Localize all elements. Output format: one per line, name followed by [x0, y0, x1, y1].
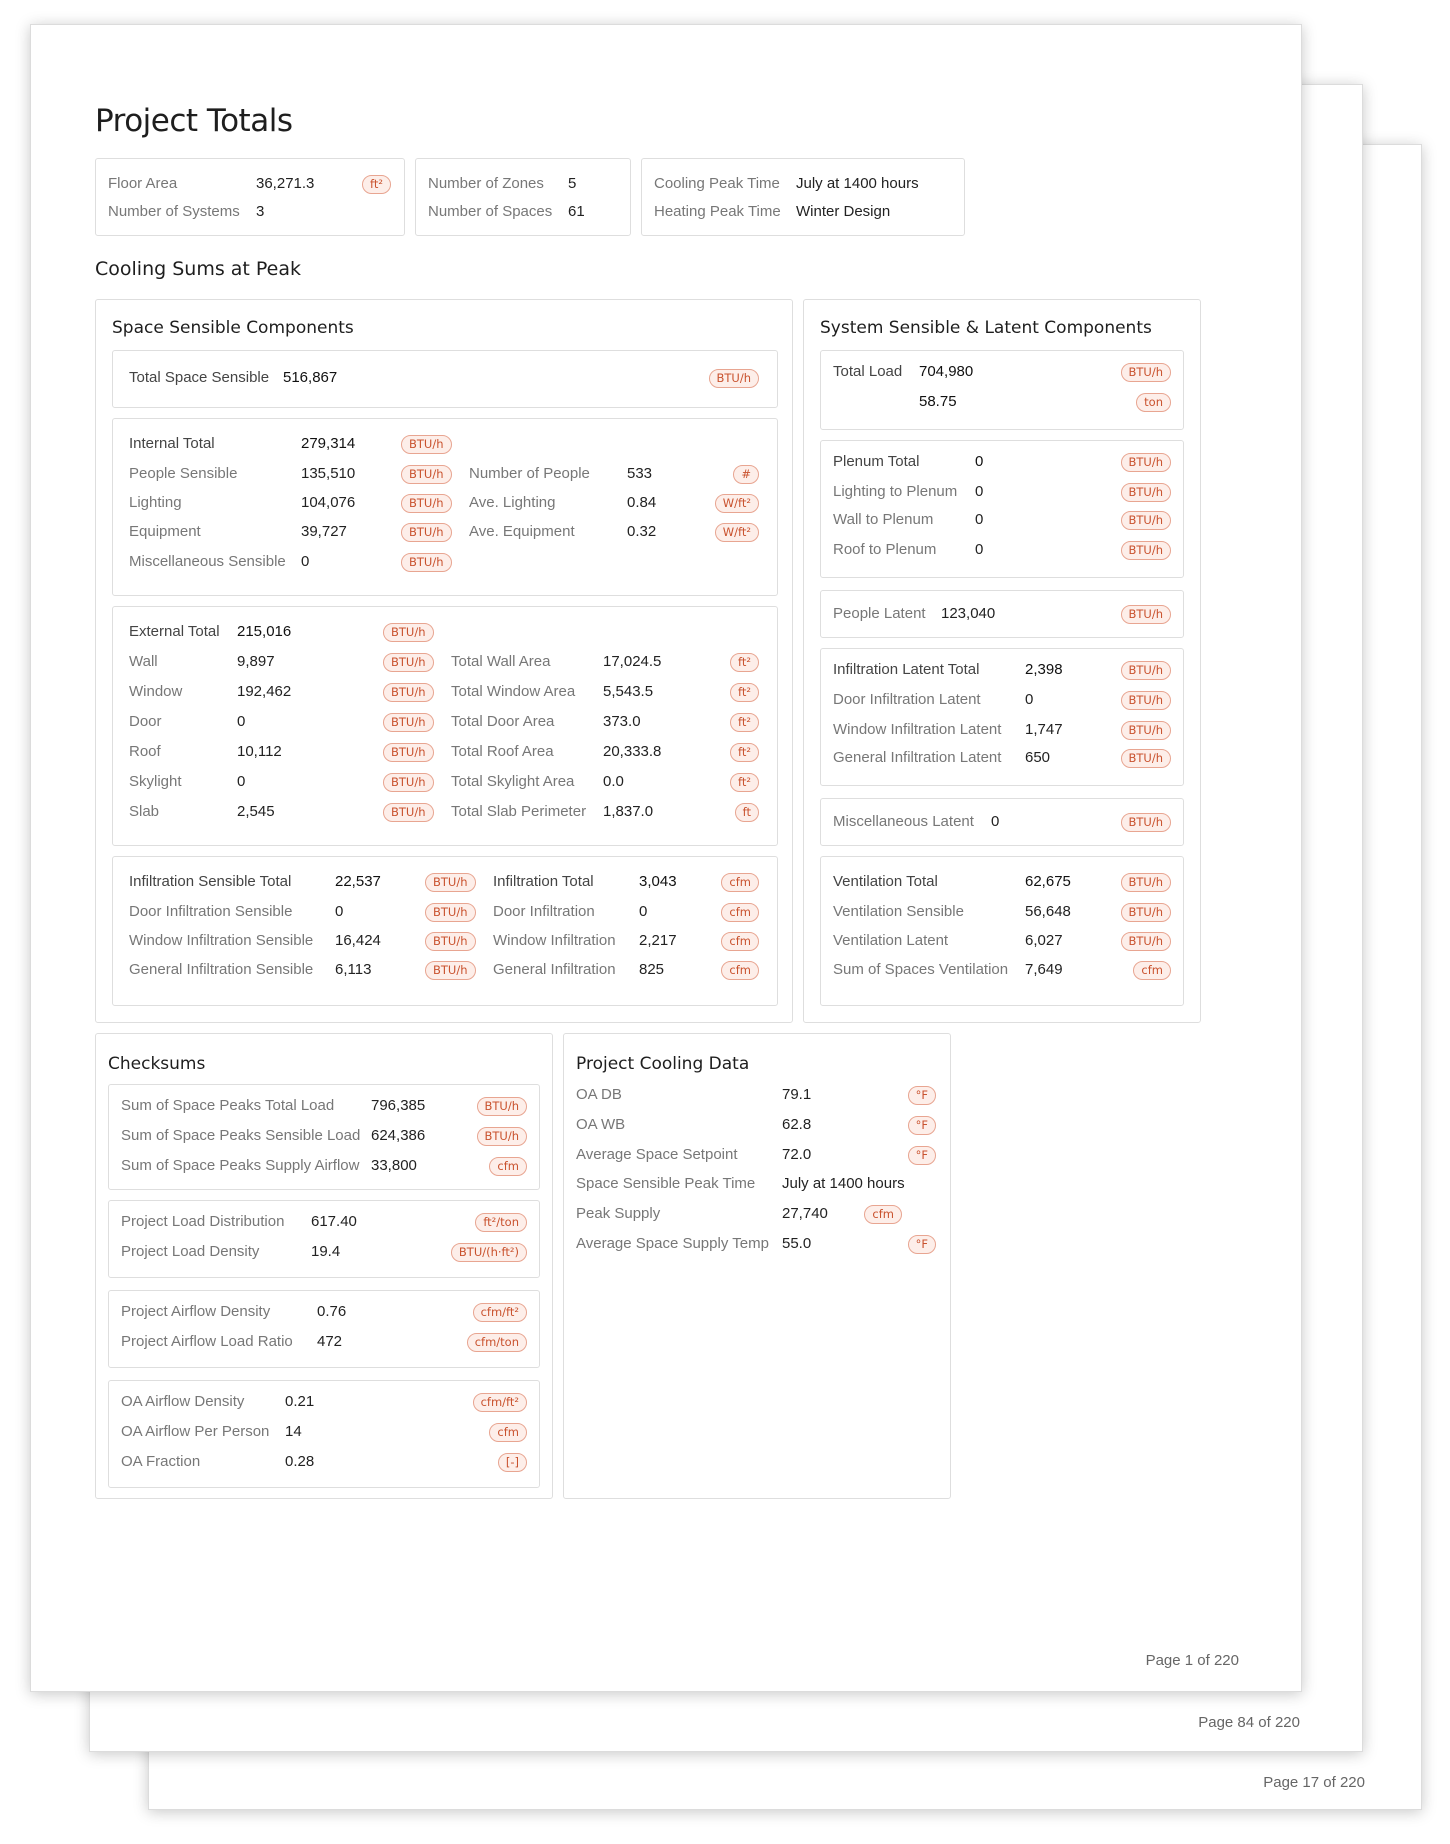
external-card [112, 606, 778, 846]
unit-badge: cfm [1133, 961, 1171, 980]
unit-badge: BTU/h [1121, 511, 1172, 530]
unit-badge: BTU/h [1121, 932, 1172, 951]
unit-badge: BTU/h [383, 803, 434, 822]
summary-spaces: Number of Spaces 61 [428, 203, 585, 220]
oa-airflow-per-person: OA Airflow Per Person 14 cfm [121, 1421, 527, 1443]
ventilation-card [820, 856, 1184, 1006]
unit-badge: BTU/h [1121, 363, 1172, 382]
infiltration-sensible-total: Infiltration Sensible Total 22,537 BTU/h Infiltration Total 3,043 cfm [129, 871, 763, 893]
unit-badge: W/ft² [715, 494, 759, 513]
ventilation-total: Ventilation Total 62,675 BTU/h [833, 871, 1171, 893]
unit-badge: BTU/h [1121, 661, 1172, 680]
load-card [108, 1200, 540, 1278]
total-load: Total Load 704,980 BTU/h [833, 361, 1171, 383]
unit-badge: [-] [498, 1453, 527, 1472]
window-infiltration-latent: Window Infiltration Latent 1,747 BTU/h [833, 719, 1171, 741]
unit-badge: ft² [730, 743, 759, 762]
panel-title: Space Sensible Components [112, 318, 354, 338]
summary-cooling-peak: Cooling Peak Time July at 1400 hours [654, 175, 919, 192]
unit-badge: ft² [730, 653, 759, 672]
unit-badge: BTU/h [1121, 873, 1172, 892]
unit-badge: cfm [721, 873, 759, 892]
project-airflow-load-ratio: Project Airflow Load Ratio 472 cfm/ton [121, 1331, 527, 1353]
summary-card-peak-times [641, 158, 965, 236]
unit-badge: BTU/h [1121, 749, 1172, 768]
ventilation-latent: Ventilation Latent 6,027 BTU/h [833, 930, 1171, 952]
unit-badge: BTU/h [1121, 605, 1172, 624]
unit-badge: BTU/h [1121, 691, 1172, 710]
unit-badge: ft²/ton [475, 1213, 527, 1232]
unit-badge: BTU/h [1121, 453, 1172, 472]
page-content [95, 25, 1245, 1505]
misc-latent-card [820, 798, 1184, 846]
plenum-total: Plenum Total 0 BTU/h [833, 451, 1171, 473]
people-sensible: People Sensible 135,510 BTU/h Number of People 533 # [129, 463, 763, 485]
airflow-card [108, 1290, 540, 1368]
door: Door 0 BTU/h Total Door Area 373.0 ft² [129, 711, 763, 733]
summary-heating-peak: Heating Peak Time Winter Design [654, 203, 891, 220]
unit-badge: BTU/h [1121, 721, 1172, 740]
skylight: Skylight 0 BTU/h Total Skylight Area 0.0 ft² [129, 771, 763, 793]
total-load-tons: 58.75 ton [833, 391, 1171, 413]
section-heading: Cooling Sums at Peak [95, 258, 302, 280]
wall: Wall 9,897 BTU/h Total Wall Area 17,024.5 ft² [129, 651, 763, 673]
unit-badge: cfm/ton [467, 1333, 527, 1352]
oa-db: OA DB 79.1 °F [576, 1084, 936, 1106]
system-components-panel [803, 299, 1201, 1023]
unit-badge: BTU/h [425, 903, 476, 922]
unit-badge: BTU/h [383, 653, 434, 672]
unit-badge: BTU/(h·ft²) [451, 1243, 527, 1262]
roof-to-plenum: Roof to Plenum 0 BTU/h [833, 539, 1171, 561]
window-infiltration: Window Infiltration Sensible 16,424 BTU/h Window Infiltration 2,217 cfm [129, 930, 763, 952]
equipment: Equipment 39,727 BTU/h Ave. Equipment 0.32 W/ft² [129, 521, 763, 543]
unit-badge: cfm [489, 1157, 527, 1176]
unit-badge: cfm/ft² [473, 1303, 527, 1322]
unit-badge: cfm/ft² [473, 1393, 527, 1412]
general-infiltration-latent: General Infiltration Latent 650 BTU/h [833, 747, 1171, 769]
average-space-supply-temp: Average Space Supply Temp 55.0 °F [576, 1233, 936, 1255]
sum-spaces-ventilation: Sum of Spaces Ventilation 7,649 cfm [833, 959, 1171, 981]
infiltration-latent-total: Infiltration Latent Total 2,398 BTU/h [833, 659, 1171, 681]
space-sensible-peak-time: Space Sensible Peak Time July at 1400 hours [576, 1175, 905, 1192]
total-load-card [820, 350, 1184, 430]
panel-title: System Sensible & Latent Components [820, 318, 1152, 338]
average-space-setpoint: Average Space Setpoint 72.0 °F [576, 1144, 936, 1166]
page-title: Project Totals [95, 103, 293, 139]
unit-badge: BTU/h [425, 932, 476, 951]
space-peaks-total-load: Sum of Space Peaks Total Load 796,385 BTU/h [121, 1095, 527, 1117]
ventilation-sensible: Ventilation Sensible 56,648 BTU/h [833, 901, 1171, 923]
unit-badge: °F [908, 1116, 936, 1135]
unit-badge: W/ft² [715, 523, 759, 542]
project-load-distribution: Project Load Distribution 617.40 ft²/ton [121, 1211, 527, 1233]
project-airflow-density: Project Airflow Density 0.76 cfm/ft² [121, 1301, 527, 1323]
space-peaks-card [108, 1084, 540, 1190]
general-infiltration: General Infiltration Sensible 6,113 BTU/h General Infiltration 825 cfm [129, 959, 763, 981]
project-cooling-data-panel [563, 1033, 951, 1499]
oa-card [108, 1380, 540, 1488]
unit-badge: ft² [362, 175, 391, 194]
unit-badge: °F [908, 1235, 936, 1254]
unit-badge: BTU/h [401, 465, 452, 484]
wall-to-plenum: Wall to Plenum 0 BTU/h [833, 509, 1171, 531]
unit-badge: BTU/h [383, 683, 434, 702]
unit-badge: BTU/h [1121, 541, 1172, 560]
unit-badge: # [733, 465, 759, 484]
unit-badge: ft [735, 803, 759, 822]
door-infiltration-latent: Door Infiltration Latent 0 BTU/h [833, 689, 1171, 711]
plenum-card [820, 440, 1184, 578]
unit-badge: BTU/h [383, 743, 434, 762]
space-sensible-panel [95, 299, 793, 1023]
unit-badge: ft² [730, 683, 759, 702]
unit-badge: BTU/h [383, 623, 434, 642]
people-latent: People Latent 123,040 BTU/h [833, 603, 1171, 625]
unit-badge: BTU/h [1121, 483, 1172, 502]
lighting: Lighting 104,076 BTU/h Ave. Lighting 0.84 W/ft² [129, 492, 763, 514]
project-load-density: Project Load Density 19.4 BTU/(h·ft²) [121, 1241, 527, 1263]
internal-total: Internal Total 279,314 BTU/h [129, 433, 763, 455]
unit-badge: ft² [730, 713, 759, 732]
unit-badge: °F [908, 1086, 936, 1105]
misc-latent: Miscellaneous Latent 0 BTU/h [833, 811, 1171, 833]
slab: Slab 2,545 BTU/h Total Slab Perimeter 1,837.0 ft [129, 801, 763, 823]
panel-title: Checksums [108, 1054, 206, 1074]
summary-card-area [95, 158, 405, 236]
oa-wb: OA WB 62.8 °F [576, 1114, 936, 1136]
infiltration-sensible-card [112, 856, 778, 1006]
peak-supply: Peak Supply 27,740 cfm [576, 1203, 936, 1225]
external-total: External Total 215,016 BTU/h [129, 621, 763, 643]
unit-badge: cfm [721, 932, 759, 951]
unit-badge: BTU/h [401, 523, 452, 542]
space-peaks-supply-airflow: Sum of Space Peaks Supply Airflow 33,800 cfm [121, 1155, 527, 1177]
unit-badge: BTU/h [477, 1127, 528, 1146]
unit-badge: BTU/h [1121, 813, 1172, 832]
unit-badge: BTU/h [425, 873, 476, 892]
checksums-panel [95, 1033, 553, 1499]
summary-card-zones [415, 158, 631, 236]
summary-floor-area: Floor Area 36,271.3 ft² [108, 173, 392, 195]
people-latent-card [820, 590, 1184, 638]
unit-badge: BTU/h [383, 773, 434, 792]
report-page [30, 24, 1302, 1692]
unit-badge: ton [1136, 393, 1171, 412]
unit-badge: BTU/h [401, 435, 452, 454]
summary-zones: Number of Zones 5 [428, 175, 577, 192]
unit-badge: ft² [730, 773, 759, 792]
total-space-sensible: Total Space Sensible 516,867 BTU/h [129, 367, 763, 389]
door-infiltration: Door Infiltration Sensible 0 BTU/h Door Infiltration 0 cfm [129, 901, 763, 923]
unit-badge: cfm [721, 961, 759, 980]
misc-sensible: Miscellaneous Sensible 0 BTU/h [129, 551, 763, 573]
unit-badge: BTU/h [401, 494, 452, 513]
internal-card [112, 418, 778, 596]
infiltration-latent-card [820, 648, 1184, 786]
unit-badge: cfm [721, 903, 759, 922]
page-number: Page 84 of 220 [1198, 1714, 1300, 1731]
panel-title: Project Cooling Data [576, 1054, 750, 1074]
unit-badge: BTU/h [709, 369, 760, 388]
unit-badge: BTU/h [401, 553, 452, 572]
unit-badge: BTU/h [383, 713, 434, 732]
summary-systems: Number of Systems 3 [108, 203, 265, 220]
page-number: Page 17 of 220 [1263, 1774, 1365, 1791]
space-peaks-sensible-load: Sum of Space Peaks Sensible Load 624,386 BTU/h [121, 1125, 527, 1147]
lighting-to-plenum: Lighting to Plenum 0 BTU/h [833, 481, 1171, 503]
unit-badge: cfm [489, 1423, 527, 1442]
unit-badge: °F [908, 1146, 936, 1165]
oa-airflow-density: OA Airflow Density 0.21 cfm/ft² [121, 1391, 527, 1413]
unit-badge: BTU/h [425, 961, 476, 980]
unit-badge: BTU/h [477, 1097, 528, 1116]
window: Window 192,462 BTU/h Total Window Area 5,543.5 ft² [129, 681, 763, 703]
oa-fraction: OA Fraction 0.28 [-] [121, 1451, 527, 1473]
unit-badge: BTU/h [1121, 903, 1172, 922]
page-number: Page 1 of 220 [1145, 1652, 1239, 1669]
roof: Roof 10,112 BTU/h Total Roof Area 20,333.8 ft² [129, 741, 763, 763]
unit-badge: cfm [864, 1205, 902, 1224]
total-space-sensible-card [112, 350, 778, 408]
